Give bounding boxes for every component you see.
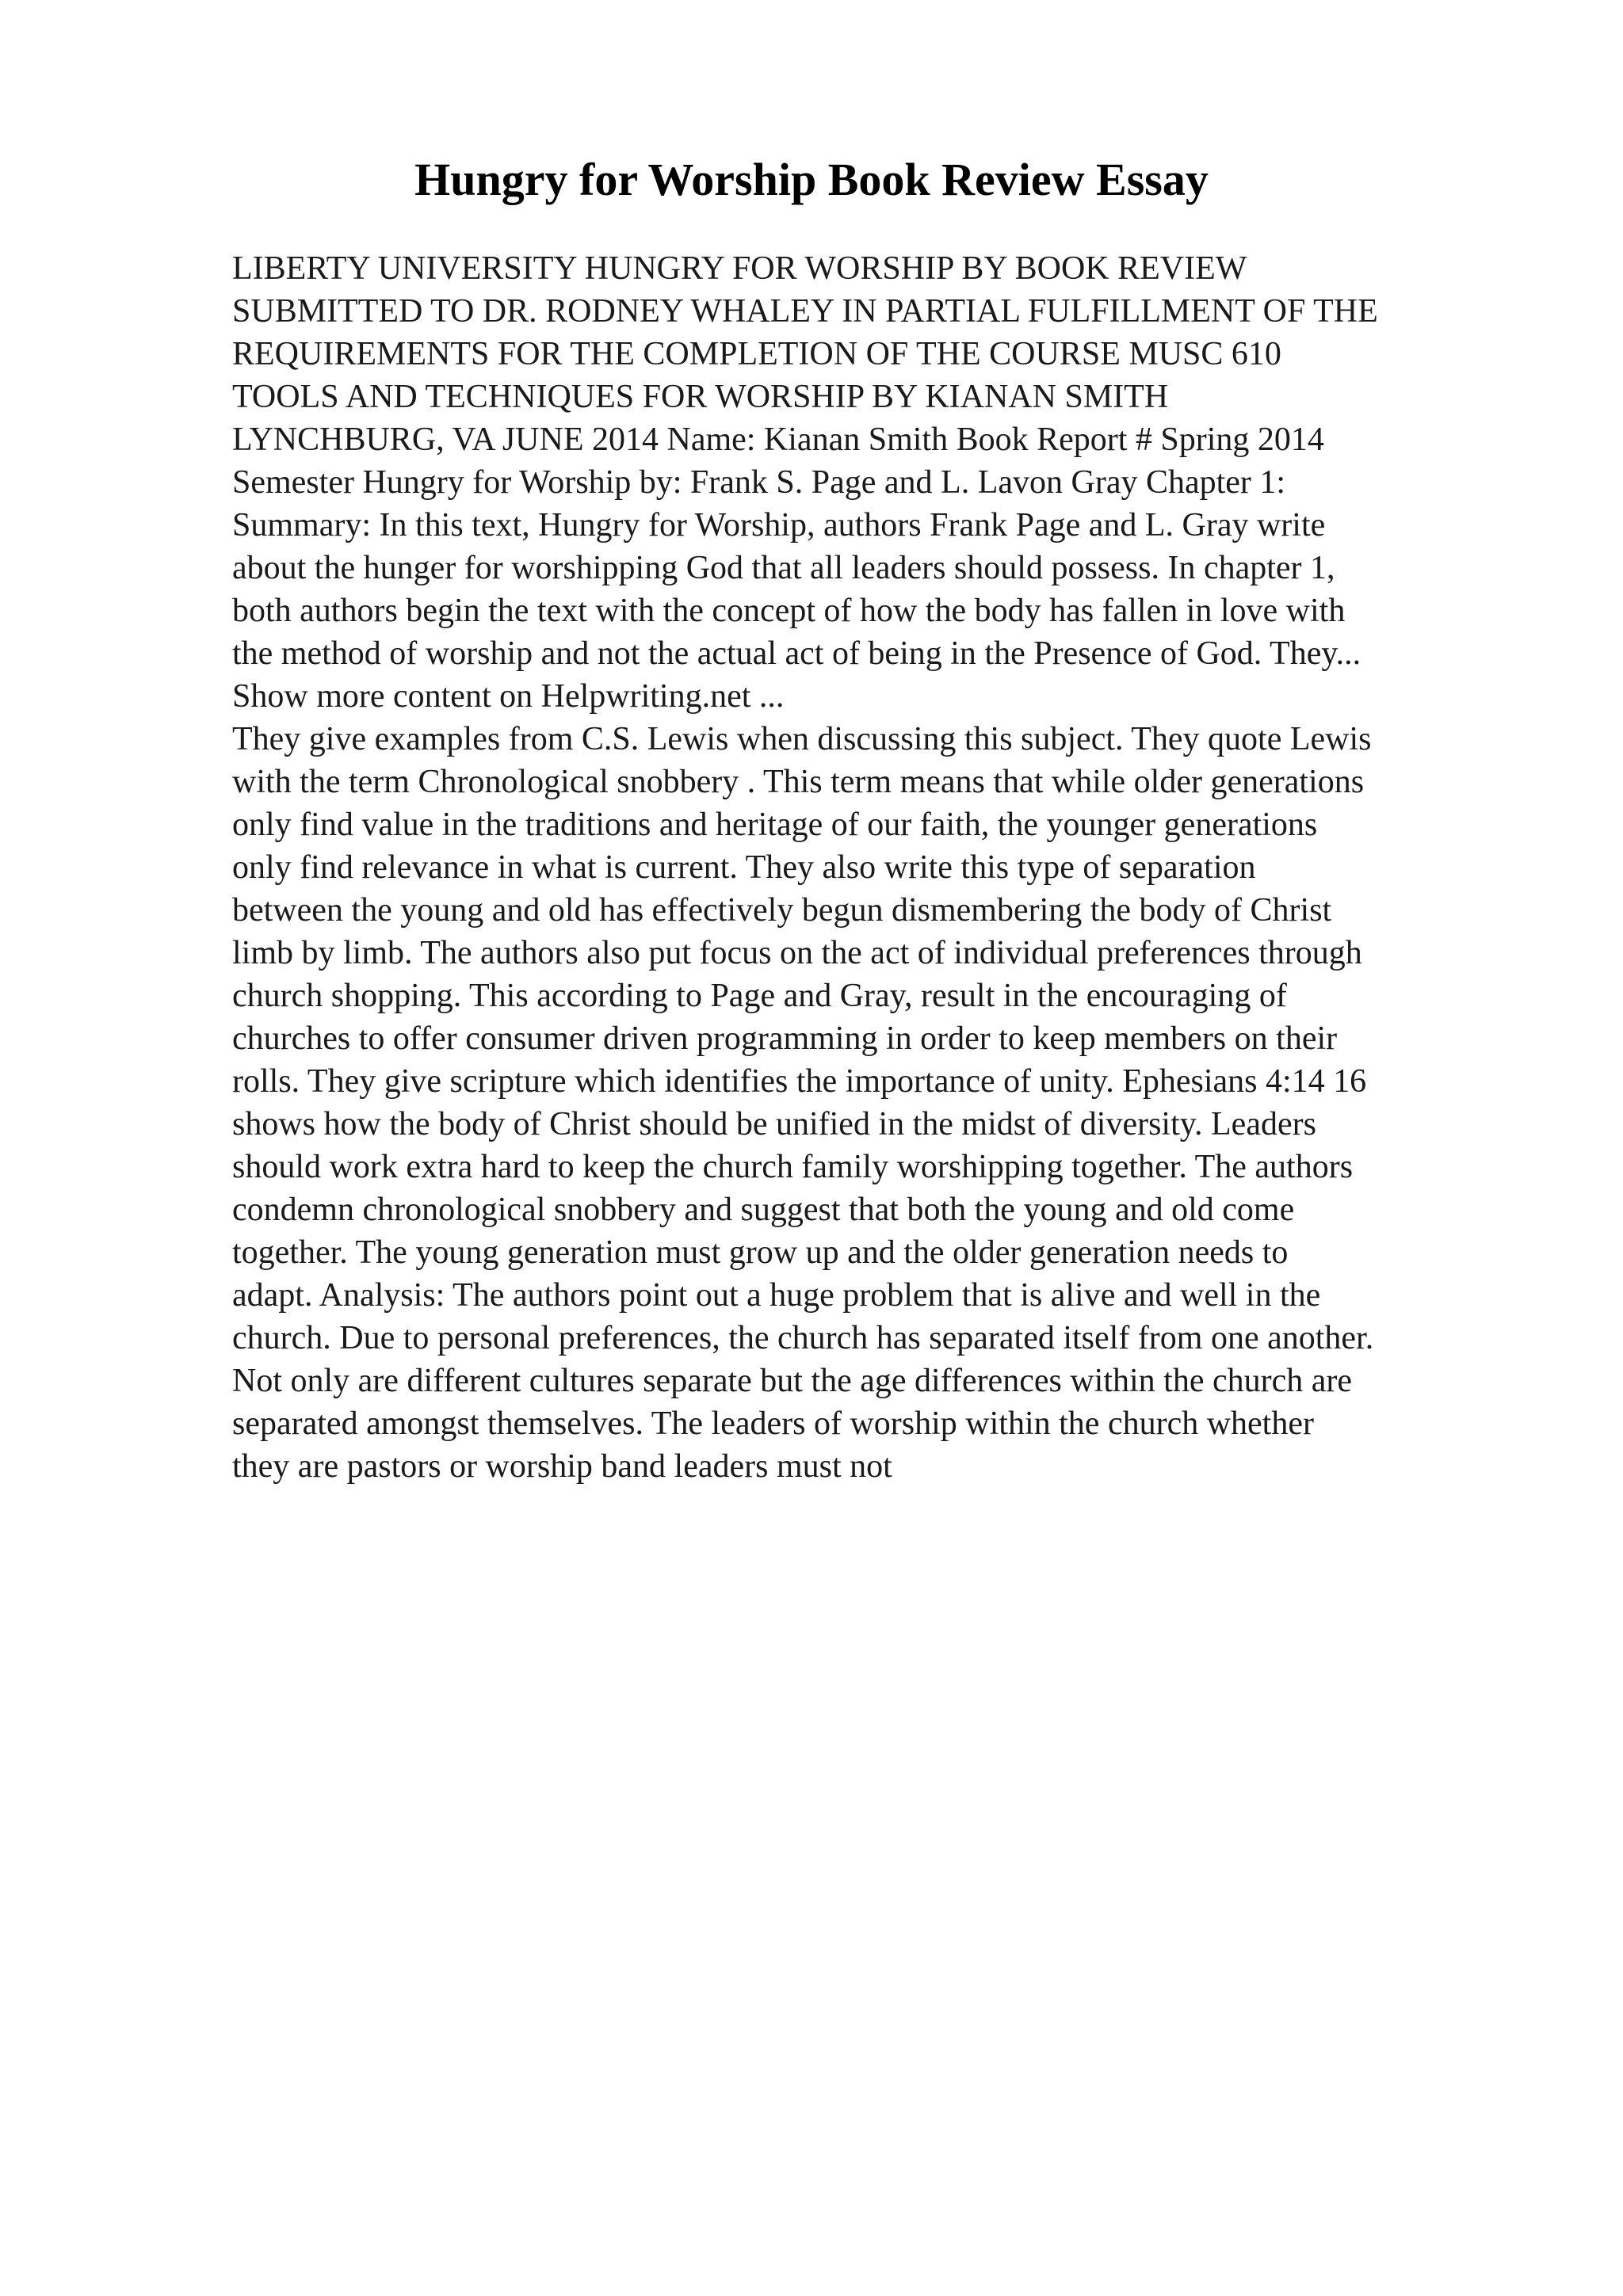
- text-line: Summary: In this text, Hungry for Worship, authors Frank Page and L. Gray write: [232, 507, 1326, 543]
- text-line: about the hunger for worshipping God that all leaders should possess. In chapter 1,: [232, 550, 1335, 586]
- text-line: between the young and old has effectively begun dismembering the body of Christ: [232, 892, 1332, 929]
- text-line: together. The young generation must grow up and the older generation needs to: [232, 1234, 1289, 1271]
- text-line: shows how the body of Christ should be unified in the midst of diversity. Leaders: [232, 1106, 1316, 1142]
- text-line: they are pastors or worship band leaders must not: [232, 1448, 892, 1485]
- text-line: SUBMITTED TO DR. RODNEY WHALEY IN PARTIAL FULFILLMENT OF THE: [232, 293, 1378, 330]
- text-line: REQUIREMENTS FOR THE COMPLETION OF THE COURSE MUSC 610: [232, 336, 1281, 372]
- text-line: limb by limb. The authors also put focus on the act of individual preferences through: [232, 935, 1362, 971]
- text-line: LIBERTY UNIVERSITY HUNGRY FOR WORSHIP BY BOOK REVIEW: [232, 250, 1247, 287]
- text-line: Semester Hungry for Worship by: Frank S. Page and L. Lavon Gray Chapter 1:: [232, 464, 1286, 501]
- document-body: [232, 247, 1611, 1488]
- paragraph-main: [232, 718, 1611, 1488]
- text-line: They give examples from C.S. Lewis when discussing this subject. They quote Lewis: [232, 721, 1372, 757]
- text-line: only find value in the traditions and heritage of our faith, the younger generations: [232, 807, 1318, 843]
- text-line: churches to offer consumer driven programming in order to keep members on their: [232, 1020, 1338, 1057]
- text-line: the method of worship and not the actual act of being in the Presence of God. They...: [232, 635, 1361, 672]
- document-title: Hungry for Worship Book Review Essay: [414, 154, 1209, 205]
- show-more-line: Show more content on Helpwriting.net ...: [232, 678, 785, 715]
- text-line: condemn chronological snobbery and suggest that both the young and old come: [232, 1192, 1295, 1228]
- text-line: church shopping. This according to Page and Gray, result in the encouraging of: [232, 978, 1287, 1014]
- paragraph-intro: [232, 247, 1611, 718]
- text-line: only find relevance in what is current. They also write this type of separation: [232, 849, 1256, 886]
- text-line: TOOLS AND TECHNIQUES FOR WORSHIP BY KIANAN SMITH: [232, 379, 1169, 415]
- text-line: rolls. They give scripture which identifies the importance of unity. Ephesians 4:14 16: [232, 1063, 1367, 1100]
- text-line: LYNCHBURG, VA JUNE 2014 Name: Kianan Smith Book Report # Spring 2014: [232, 421, 1324, 458]
- text-line: should work extra hard to keep the church family worshipping together. The authors: [232, 1149, 1354, 1185]
- text-line: adapt. Analysis: The authors point out a huge problem that is alive and well in the: [232, 1277, 1321, 1314]
- text-line: separated amongst themselves. The leaders of worship within the church whether: [232, 1405, 1314, 1442]
- text-line: church. Due to personal preferences, the church has separated itself from one another.: [232, 1320, 1374, 1356]
- text-line: Not only are different cultures separate but the age differences within the church are: [232, 1363, 1353, 1399]
- text-line: both authors begin the text with the concept of how the body has fallen in love with: [232, 593, 1346, 629]
- text-line: with the term Chronological snobbery . This term means that while older generations: [232, 764, 1365, 800]
